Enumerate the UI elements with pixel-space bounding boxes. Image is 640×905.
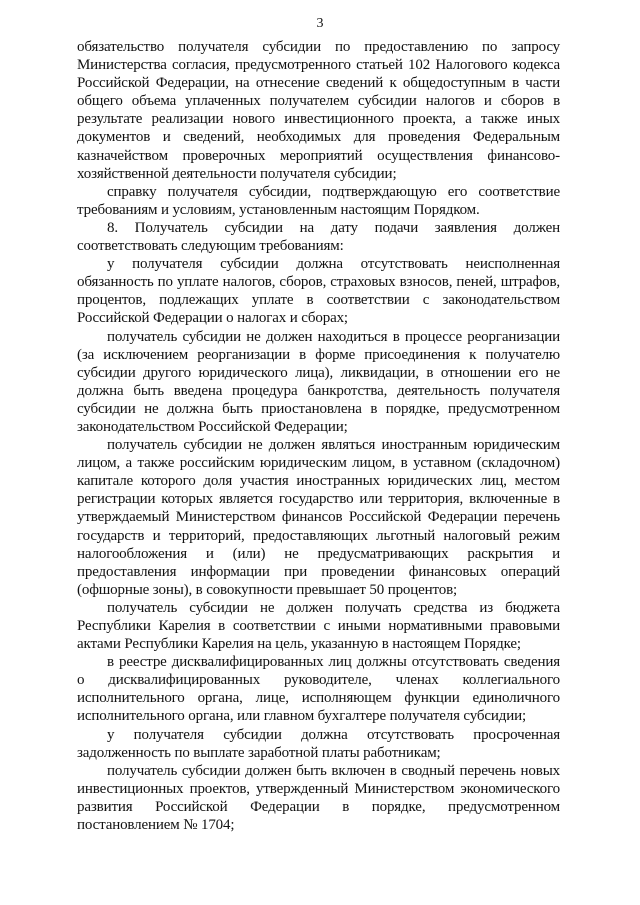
paragraph-consent-obligation: обязательство получателя субсидии по предоставлению по запросу Министерства согласия, предусмотренного статьей 102 Налогового кодекса Российской Федерации, на отнесение сведений к общедоступным в части общего объема уплаченных получателем субсидии налогов и сборов в результате реализации нового инвестиционного проекта, а также иных документов и сведений, необходимых для проведения Федеральным казначейством проверочных мероприятий осуществления финансово-хозяйственной деятельности получателя субсидии;	[77, 39, 560, 182]
paragraph-no-wage-arrears: у получателя субсидии должна отсутствовать просроченная задолженность по выплате заработной платы работникам;	[77, 726, 560, 761]
paragraph-requirements-intro: 8. Получатель субсидии на дату подачи заявления должен соответствовать следующим требованиям:	[77, 219, 560, 255]
document-body	[77, 38, 560, 834]
paragraph-no-tax-arrears: у получателя субсидии должна отсутствовать неисполненная обязанность по уплате налогов, сборов, страховых взносов, пеней, штрафов, процентов, подлежащих уплате в соответствии с законодательством Российской Федерации о налогах и сборах;	[77, 256, 560, 327]
paragraph-not-foreign-entity: получатель субсидии не должен являться иностранным юридическим лицом, а также российским юридическим лицом, в уставном (складочном) капитале которого доля участия иностранных юридических лиц, местом регистрации которых является государство или территория, включенные в утверждаемый Министерством финансов Российской Федерации перечень государств и территорий, предоставляющих льготный налоговый режим налогообложения и (или) не предусматривающих раскрытия и предоставления информации при проведении финансовых операций (офшорные зоны), в совокупности превышает 50 процентов;	[77, 437, 560, 598]
paragraph-no-reorganization: получатель субсидии не должен находиться в процессе реорганизации (за исключением реорганизации в форме присоединения к получателю субсидии другого юридического лица), ликвидации, в отношении его не должна быть введена процедура банкротства, деятельность получателя субсидии не должна быть приостановлена в порядке, предусмотренном законодательством Российской Федерации;	[77, 328, 560, 435]
page-number: 3	[316, 16, 324, 31]
paragraph-project-register: получатель субсидии должен быть включен в сводный перечень новых инвестиционных проектов, утвержденный Министерством экономического развития Российской Федерации в порядке, предусмотренном постановлением № 1704;	[77, 762, 560, 834]
paragraph-disqualified-persons: в реестре дисквалифицированных лиц должны отсутствовать сведения о дисквалифицированных руководителе, членах коллегиального исполнительного органа, лице, исполняющем функции единоличного исполнительного органа, или главном бухгалтере получателя субсидии;	[77, 654, 560, 725]
paragraph-no-other-budget-funds: получатель субсидии не должен получать средства из бюджета Республики Карелия в соответствии с иными нормативными правовыми актами Республики Карелия на цель, указанную в настоящем Порядке;	[77, 599, 560, 653]
paragraph-compliance-certificate: справку получателя субсидии, подтверждающую его соответствие требованиям и условиям, установленным настоящим Порядком.	[77, 183, 560, 218]
